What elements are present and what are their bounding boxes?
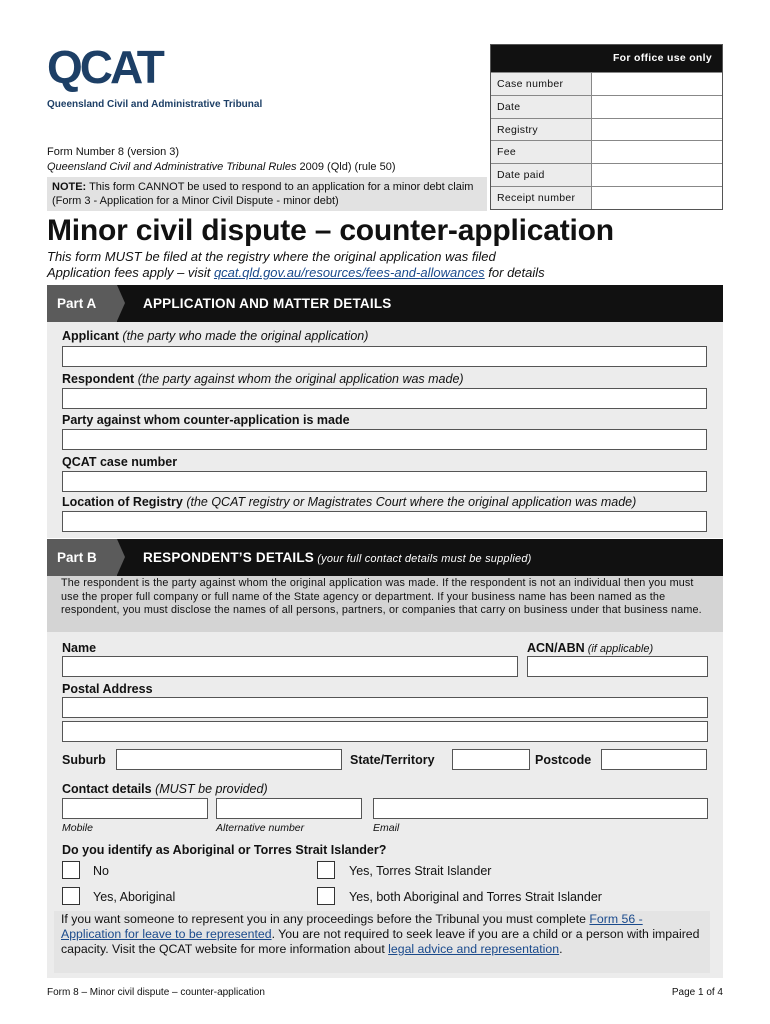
office-label: Case number bbox=[491, 73, 592, 95]
counter-party-label: Party against whom counter-application is made bbox=[62, 413, 350, 427]
office-value-field[interactable] bbox=[592, 96, 722, 118]
office-value-field[interactable] bbox=[592, 187, 722, 209]
state-field[interactable] bbox=[452, 749, 530, 770]
office-row-date-paid bbox=[491, 163, 722, 186]
counter-party-field[interactable] bbox=[62, 429, 707, 450]
office-row-registry bbox=[491, 118, 722, 141]
email-caption: Email bbox=[373, 822, 400, 834]
postcode-field[interactable] bbox=[601, 749, 707, 770]
office-value-field[interactable] bbox=[592, 73, 722, 95]
mobile-caption: Mobile bbox=[62, 822, 93, 834]
checkbox-both-label: Yes, both Aboriginal and Torres Strait Islander bbox=[349, 890, 602, 904]
office-label: Fee bbox=[491, 141, 592, 163]
part-a-section bbox=[47, 322, 723, 538]
suburb-label: Suburb bbox=[62, 753, 106, 767]
checkbox-aboriginal-label: Yes, Aboriginal bbox=[93, 890, 176, 904]
office-label: Registry bbox=[491, 119, 592, 141]
contact-details-label: Contact details (MUST be provided) bbox=[62, 782, 268, 796]
email-field[interactable] bbox=[373, 798, 708, 819]
form-56-link[interactable]: Form 56 - Application for leave to be represented bbox=[61, 912, 643, 941]
office-use-table bbox=[490, 44, 723, 210]
fees-link[interactable]: qcat.qld.gov.au/resources/fees-and-allowances bbox=[213, 265, 485, 280]
office-row-receipt-number bbox=[491, 186, 722, 209]
office-row-case-number bbox=[491, 72, 722, 95]
office-label: Date bbox=[491, 96, 592, 118]
checkbox-no[interactable] bbox=[62, 861, 80, 879]
representation-notice: If you want someone to represent you in any proceedings before the Tribunal you must complete Form 56 - Application for leave to be represented. You are not required to seek leave if you are a child or a person with impaired capacity. Visit the QCAT website for more information about legal advice and representation. bbox=[54, 911, 710, 973]
applicant-label: Applicant (the party who made the original application) bbox=[62, 329, 369, 343]
checkbox-torres-strait-label: Yes, Torres Strait Islander bbox=[349, 864, 492, 878]
checkbox-both[interactable] bbox=[317, 887, 335, 905]
case-number-field[interactable] bbox=[62, 471, 707, 492]
part-a-tab: Part A bbox=[47, 285, 117, 322]
applicant-field[interactable] bbox=[62, 346, 707, 367]
acn-abn-label: ACN/ABN (if applicable) bbox=[527, 641, 654, 655]
part-tab-arrow bbox=[117, 285, 125, 321]
form-number-block bbox=[47, 145, 396, 175]
suburb-field[interactable] bbox=[116, 749, 342, 770]
office-value-field[interactable] bbox=[592, 119, 722, 141]
alternative-number-field[interactable] bbox=[216, 798, 362, 819]
name-label: Name bbox=[62, 641, 97, 655]
filing-instruction: This form MUST be filed at the registry where the original application was filed bbox=[47, 249, 496, 264]
registry-location-field[interactable] bbox=[62, 511, 707, 532]
postal-address-label: Postal Address bbox=[62, 682, 153, 696]
case-number-label: QCAT case number bbox=[62, 455, 178, 469]
checkbox-aboriginal[interactable] bbox=[62, 887, 80, 905]
qcat-logo bbox=[47, 41, 162, 93]
respondent-field[interactable] bbox=[62, 388, 707, 409]
footer-page-number: Page 1 of 4 bbox=[671, 987, 723, 998]
part-a-header bbox=[47, 285, 723, 322]
checkbox-torres-strait[interactable] bbox=[317, 861, 335, 879]
office-row-fee bbox=[491, 140, 722, 163]
postal-address-line1[interactable] bbox=[62, 697, 708, 718]
acn-abn-field[interactable] bbox=[527, 656, 708, 677]
office-row-date bbox=[491, 95, 722, 118]
office-value-field[interactable] bbox=[592, 141, 722, 163]
registry-location-label: Location of Registry (the QCAT registry or Magistrates Court where the original application was made) bbox=[62, 495, 637, 509]
office-label: Date paid bbox=[491, 164, 592, 186]
alternative-number-caption: Alternative number bbox=[216, 822, 305, 834]
postcode-label: Postcode bbox=[535, 753, 592, 767]
legal-advice-link[interactable]: legal advice and representation bbox=[388, 942, 560, 956]
rules-reference: Queensland Civil and Administrative Tribunal Rules 2009 (Qld) (rule 50) bbox=[47, 161, 396, 173]
checkbox-no-label: No bbox=[93, 864, 109, 878]
part-tab-arrow bbox=[117, 539, 125, 575]
name-field[interactable] bbox=[62, 656, 518, 677]
note-box: NOTE: This form CANNOT be used to respond to an application for a minor debt claim (Form 3 - Application for a Minor Civil Dispute - minor debt) bbox=[47, 177, 487, 211]
atsi-question: Do you identify as Aboriginal or Torres Strait Islander? bbox=[62, 843, 387, 857]
postal-address-line2[interactable] bbox=[62, 721, 708, 742]
office-value-field[interactable] bbox=[592, 164, 722, 186]
office-label: Receipt number bbox=[491, 187, 592, 209]
part-a-title: APPLICATION AND MATTER DETAILS bbox=[143, 296, 392, 311]
state-label: State/Territory bbox=[350, 753, 435, 767]
respondent-info: The respondent is the party against whom the original application was made. If the respondent is not an individual then you must use the proper full company or full name of the State agency or department. If your business name has been named as the respondent, you must disclose the names of all persons, partners, or companies that carry on business under that business name. bbox=[47, 576, 723, 632]
page-title: Minor civil dispute – counter-application bbox=[47, 214, 614, 247]
part-b-tab: Part B bbox=[47, 539, 117, 576]
mobile-field[interactable] bbox=[62, 798, 208, 819]
logo-wordmark: QCAT bbox=[47, 41, 162, 93]
respondent-label: Respondent (the party against whom the original application was made) bbox=[62, 372, 464, 386]
logo-subtitle: Queensland Civil and Administrative Tribunal bbox=[47, 99, 263, 110]
fees-instruction: Application fees apply – visit qcat.qld.gov.au/resources/fees-and-allowances for details bbox=[47, 265, 545, 280]
footer-form-title: Form 8 – Minor civil dispute – counter-application bbox=[47, 987, 265, 998]
part-b-header bbox=[47, 539, 723, 576]
form-number: Form Number 8 (version 3) bbox=[47, 146, 180, 158]
office-use-heading: For office use only bbox=[491, 45, 722, 72]
part-b-title: RESPONDENT’S DETAILS (your full contact details must be supplied) bbox=[143, 550, 532, 565]
